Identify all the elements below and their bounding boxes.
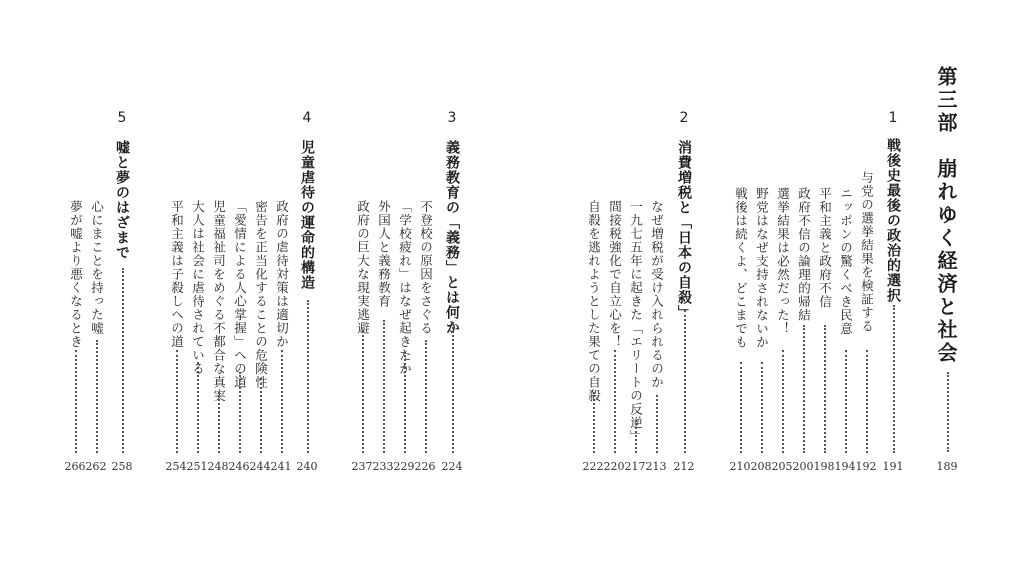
chapter-4-section-3-leader [239,372,241,453]
chapter-4-number: 4 [302,110,312,126]
chapter-3-section-4: 政府の巨大な現実逃避 [355,200,371,335]
chapter-3-leader [452,322,454,453]
chapter-5-leader [122,268,124,453]
chapter-1-section-5: 選挙結果は必然だった！ [775,187,791,336]
chapter-1-section-7-leader [740,362,742,453]
chapter-1-section-3-page: 198 [813,460,835,473]
chapter-2-section-4-page: 222 [582,460,604,473]
chapter-4-section-4-leader [218,392,220,453]
chapter-4-section-3: 「愛情による人心掌握」への道 [232,200,248,389]
chapter-1-section-2: ニッポンの驚くべき民意 [838,187,854,336]
chapter-4-section-6-page: 254 [165,460,187,473]
chapter-1-section-1-leader [866,350,868,453]
chapter-3-section-3: 外国人と義務教育 [376,200,392,308]
chapter-1-title: 戦後史最後の政治的選択 [885,138,901,303]
chapter-1-number: 1 [888,110,898,126]
chapter-5-section-1: 心にまことを持った嘘 [89,200,105,335]
chapter-1-section-1-page: 192 [855,460,877,473]
chapter-2-number: 2 [679,110,689,126]
chapter-2-section-4: 自殺を逃れようとした果ての自殺 [586,200,602,403]
chapter-5-section-2: 夢が嘘より悪くなるとき [68,200,84,349]
chapter-4-leader [307,300,309,453]
chapter-1-section-5-leader [782,350,784,453]
chapter-1-leader [893,305,895,453]
part-title: 第三部 崩れゆく経済と社会 [934,66,958,365]
chapter-5-section-2-page: 266 [64,460,86,473]
chapter-2-section-3: 間接税強化で自立心を！ [607,200,623,349]
chapter-5-title: 嘘と夢のはざまで [114,140,130,260]
chapter-1-section-2-leader [845,350,847,453]
chapter-4-section-1-page: 241 [270,460,292,473]
chapter-5-section-1-leader [96,340,98,453]
chapter-2-leader [684,310,686,453]
chapter-3-section-3-page: 233 [372,460,394,473]
chapter-3-section-2: 「学校疲れ」はなぜ起きたか [397,200,413,376]
chapter-2-section-2-leader [635,420,637,453]
chapter-4-section-2: 密告を正当化することの危険性 [253,200,269,389]
chapter-4-section-6-leader [176,350,178,453]
chapter-1-section-5-page: 205 [771,460,793,473]
chapter-1-section-4-page: 200 [792,460,814,473]
chapter-1-section-3-leader [824,325,826,453]
chapter-4-section-4: 児童福祉司をめぐる不都合な真実 [211,200,227,403]
chapter-4-page-number: 240 [296,460,318,473]
chapter-5-page-number: 258 [111,460,133,473]
chapter-3-section-1-page: 226 [414,460,436,473]
chapter-4-section-3-page: 246 [228,460,250,473]
chapter-1-section-6-leader [761,362,763,453]
chapter-1-section-6-page: 208 [750,460,772,473]
chapter-2-section-3-page: 220 [603,460,625,473]
chapter-1-section-1: 与党の選挙結果を検証する [859,171,875,333]
chapter-1-page-number: 191 [882,460,904,473]
chapter-4-section-1: 政府の虐待対策は適切か [274,200,290,349]
chapter-2-section-2: 一九七五年に起きた「エリートの反逆」 [628,200,644,443]
chapter-4-title: 児童虐待の運命的構造 [299,140,315,290]
chapter-4-section-1-leader [281,350,283,453]
chapter-4-section-2-leader [260,378,262,453]
chapter-1-section-4-leader [803,325,805,453]
chapter-3-section-1-leader [425,340,427,453]
chapter-1-section-2-page: 194 [834,460,856,473]
chapter-2-section-1: なぜ増税が受け入れられるのか [649,200,665,389]
chapter-2-section-2-page: 217 [624,460,646,473]
chapter-3-number: 3 [447,110,457,126]
chapter-2-title: 消費増税と「日本の自殺」 [676,140,692,320]
chapter-2-page-number: 212 [673,460,695,473]
part-page-number: 189 [936,460,958,473]
chapter-5-section-1-page: 262 [85,460,107,473]
chapter-2-section-1-page: 213 [645,460,667,473]
chapter-3-section-4-page: 237 [351,460,373,473]
chapter-3-section-4-leader [362,330,364,453]
chapter-5-section-2-leader [75,350,77,453]
chapter-1-section-7: 戦後は続くよ、どこまでも [733,187,749,349]
chapter-1-section-3: 平和主義と政府不信 [817,187,833,309]
chapter-4-section-5-leader [197,362,199,453]
chapter-3-page-number: 224 [441,460,463,473]
chapter-1-section-4: 政府不信の論理的帰結 [796,187,812,322]
chapter-4-section-2-page: 244 [249,460,271,473]
chapter-2-section-1-leader [656,395,658,453]
chapter-4-section-6: 平和主義は子殺しへの道 [169,200,185,349]
chapter-3-section-3-leader [383,320,385,453]
chapter-4-section-5-page: 251 [186,460,208,473]
chapter-1-section-7-page: 210 [729,460,751,473]
chapter-3-title: 義務教育の「義務」とは何か [444,140,460,335]
chapter-2-section-4-leader [593,392,595,453]
chapter-3-section-2-leader [404,352,406,453]
chapter-2-section-3-leader [614,350,616,453]
chapter-3-section-2-page: 229 [393,460,415,473]
chapter-4-section-5: 大人は社会に虐待されている [190,200,206,376]
chapter-5-number: 5 [117,110,127,126]
chapter-1-section-6: 野党はなぜ支持されないか [754,187,770,349]
chapter-3-section-1: 不登校の原因をさぐる [418,200,434,335]
part-leader [947,372,949,452]
chapter-4-section-4-page: 248 [207,460,229,473]
